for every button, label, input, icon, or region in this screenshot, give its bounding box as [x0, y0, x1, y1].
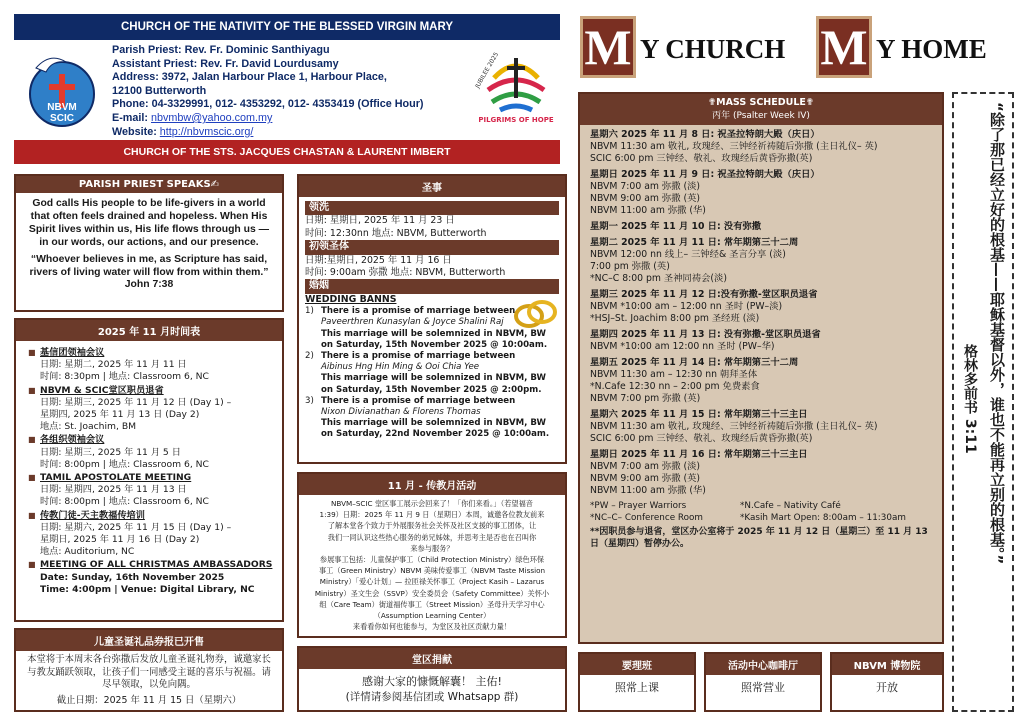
schedule-item-line: 日期: 星期三, 2025 年 11 月 5 日 — [40, 446, 181, 458]
website-link[interactable]: http://nbvmscic.org/ — [159, 125, 254, 138]
mission-line: （Assumption Learning Center） — [373, 611, 491, 621]
jubilee-bottom-text: PILGRIMS OF HOPE — [478, 116, 554, 124]
children-voucher-heading: 儿童圣诞礼品券报已开售 — [16, 630, 282, 651]
verse-text: “除了那已经立好的根基——耶稣基督以外，谁也不能再立别的根基。” — [988, 102, 1006, 565]
email-line — [112, 112, 462, 126]
children-voucher-deadline: 截止日期：2025 年 11 月 15 日（星期六） — [56, 694, 242, 706]
mass-row: NBVM 11:00 am 弥撒 (华) — [590, 205, 706, 216]
mass-row: 7:00 pm 弥撒 (英) — [590, 261, 670, 272]
schedule-item-title: ■ 传教门徒-天主教福传培训 — [40, 509, 145, 521]
banns-intro: There is a promise of marriage between — [321, 395, 516, 406]
schedule-item — [28, 510, 274, 559]
banns-number: 2) — [305, 351, 314, 362]
schedule-item-title: ■ TAMIL APOSTOLATE MEETING — [40, 472, 192, 484]
banns-line-1: This marriage will be solemnized in NBVM, BW — [321, 328, 546, 339]
mass-day-title: 星期六 2025 年 11 月 8 日: 祝圣拉特朗大殿（庆日） — [590, 129, 820, 140]
mission-line: 事工（Green Ministry）NBVM 美味传爱事工（NBVM Taste Mission — [318, 566, 546, 576]
mission-line: Ministry）圣文生会（SSVP）安全委员会（Safety Committee）关怀小 — [314, 588, 550, 598]
banns-item — [305, 396, 559, 441]
legend-item: *NC–C– Conference Room — [590, 512, 703, 523]
mass-row: NBVM 11:00 am 弥撒 (华) — [590, 485, 706, 496]
mission-month-heading: 11 月 - 传教月活动 — [299, 474, 565, 495]
mission-line: 来参与服务？ — [410, 543, 454, 553]
baptism-heading: 领洗 — [305, 201, 559, 215]
email-label: E-mail: — [112, 111, 151, 124]
communion-time-venue: 时间: 9:00am 弥撒 地点: NBVM, Butterworth — [305, 267, 506, 279]
mission-line: 了解本堂各个致力于外展服务社会关怀及社区支援的事工团体，让 — [327, 521, 537, 531]
schedule-item-line: Time: 4:00pm | Venue: Digital Library, NC — [40, 583, 255, 595]
mass-row: *HSJ–St. Joachim 8:00 pm 圣经班 (淡) — [590, 313, 760, 324]
schedule-item-title: ■ 各组织领袖会议 — [40, 434, 105, 446]
mass-day-group — [590, 289, 942, 325]
address-line-1: Address: 3972, Jalan Harbour Place 1, Harbour Place, — [112, 71, 387, 84]
priest-message: God calls His people to be life-givers in a world that often feels drained and hopeless. When His Spirit lives within us, His life flows through us — in our words, our actions, and our presence. — [28, 198, 270, 248]
verse-ref: 格林多前书 3:11 — [962, 344, 978, 454]
banns-intro: There is a promise of marriage between — [321, 306, 516, 317]
mass-row: NBVM 11:30 am 敬礼, 玫瑰经、三钟经祈祷随后弥撒 (主日礼仪– 英) — [590, 141, 878, 152]
schedule-item-line: 地点: Auditorium, NC — [40, 546, 135, 558]
jubilee-top-text: JUBILEE 2025 — [474, 51, 501, 90]
banns-line-2: on Saturday, 15th November 2025 @ 2:00pm. — [321, 384, 542, 395]
email-link[interactable]: nbvmbw@yahoo.com.my — [151, 111, 273, 124]
schedule-item — [28, 347, 274, 384]
schedule-item-line: Date: Sunday, 16th November 2025 — [40, 571, 225, 583]
mass-row: NBVM 7:00 pm 弥撒 (英) — [590, 393, 701, 404]
title-part1: Y CHURCH — [640, 34, 786, 64]
mass-day-title: 星期一 2025 年 11 月 10 日: 没有弥撒 — [590, 221, 762, 232]
schedule-list — [16, 341, 282, 596]
mass-day-title: 星期六 2025 年 11 月 15 日: 常年期第三十三主日 — [590, 409, 808, 420]
catechism-box — [578, 652, 696, 712]
priest-speaks-panel — [14, 174, 284, 312]
mass-day-group — [590, 237, 942, 285]
banns-number: 1) — [305, 306, 314, 317]
mass-row: NBVM 11:30 am – 12:30 nn 朝拜圣体 — [590, 369, 758, 380]
banns-names: Aibinus Hng Hin Ming & Ooi Chia Yee — [321, 362, 480, 373]
mass-schedule-subheading: 丙年 (Psalter Week IV) — [712, 111, 810, 121]
mass-day-title: 星期四 2025 年 11 月 13 日: 没有弥撒-堂区职员退省 — [590, 329, 821, 340]
cafe-heading: 活动中心咖啡厅 — [706, 654, 820, 675]
schedule-heading: 2025 年 11 月时间表 — [16, 320, 282, 341]
office-closure-note: **因职员参与退省，堂区办公室将于 2025 年 11 月 12 日（星期三）至 11 月 13 日（星期四）暂停办公。 — [590, 527, 928, 549]
cafe-status: 照常营业 — [741, 681, 785, 694]
schedule-item-title: ■ 基信团领袖会议 — [40, 347, 105, 358]
mass-day-title: 星期日 2025 年 11 月 16 日: 常年期第三十三主日 — [590, 449, 808, 460]
museum-status: 开放 — [876, 681, 898, 694]
schedule-item-line: 星期四, 2025 年 11 月 13 日 (Day 2) — [40, 409, 200, 421]
banns-line-1: This marriage will be solemnized in NBVM, BW — [321, 373, 546, 384]
donation-thanks: 感谢大家的慷慨解囊！ 主佑! — [362, 675, 502, 688]
legend-item: *Kasih Mart Open: 8:00am – 11:30am — [740, 512, 906, 523]
banns-line-1: This marriage will be solemnized in NBVM, BW — [321, 418, 546, 429]
mass-day-group — [590, 409, 942, 445]
mass-day-title: 星期日 2025 年 11 月 9 日: 祝圣拉特朗大殿（庆日） — [590, 169, 820, 180]
mass-row: NBVM 11:30 am 敬礼, 玫瑰经、三钟经祈祷随后弥撒 (主日礼仪– 英) — [590, 421, 878, 432]
jubilee-logo — [474, 48, 558, 132]
banns-names: Nixon Divianathan & Florens Thomas — [321, 407, 481, 418]
mass-row: NBVM 9:00 am 弥撒 (英) — [590, 193, 701, 204]
schedule-item-title: ■ NBVM & SCIC堂区职员退省 — [40, 384, 164, 396]
mass-schedule-heading: ✟MASS SCHEDULE✟ — [708, 97, 814, 108]
donation-panel — [297, 646, 567, 712]
schedule-item-line: 星期日, 2025 年 11 月 16 日 (Day 2) — [40, 534, 200, 546]
banns-number: 3) — [305, 395, 314, 406]
mass-day-title: 星期二 2025 年 11 月 11 日: 常年期第三十二周 — [590, 237, 799, 248]
mass-row: NBVM 7:00 am 弥撒 (淡) — [590, 461, 701, 472]
mission-line: 1:39）日期：2025 年 11 月 9 日（星期日）本周，诚邀各位教友前来 — [319, 510, 545, 520]
communion-heading: 初领圣体 — [305, 240, 559, 254]
schedule-panel — [14, 318, 284, 622]
wedding-rings-icon — [511, 294, 559, 334]
marriage-heading: 婚姻 — [305, 279, 559, 293]
parish-priest-line: Parish Priest: Rev. Fr. Dominic Santhiyagu — [112, 44, 330, 56]
schedule-item-line: 时间: 8:30pm | 地点: Classroom 6, NC — [40, 371, 209, 383]
communion-date: 日期:星期日, 2025 年 11 月 16 日 — [305, 254, 452, 266]
banns-line-2: on Saturday, 15th November 2025 @ 10:00am. — [321, 339, 548, 350]
priest-speaks-heading: PARISH PRIEST SPEAKS✍ — [16, 176, 282, 193]
mass-day-title: 星期五 2025 年 11 月 14 日: 常年期第三十二周 — [590, 357, 799, 368]
nbvm-scic-logo — [22, 48, 102, 130]
banns-line-2: on Saturday, 22nd November 2025 @ 10:00am. — [321, 429, 550, 440]
schedule-item-line: 日期: 星期四, 2025 年 11 月 13 日 — [40, 484, 187, 496]
logo-text: NBVM SCIC — [47, 102, 77, 124]
museum-box — [830, 652, 944, 712]
website-label: Website: — [112, 125, 160, 138]
sacraments-panel — [297, 174, 567, 464]
mission-line: NBVM–SCIC 堂区事工展示会回来了！「你们来看。」（若望福音 — [331, 499, 533, 508]
mass-row: NBVM 7:00 am 弥撒 (淡) — [590, 181, 701, 192]
schedule-item — [28, 434, 274, 471]
title-part2: Y HOME — [876, 34, 987, 64]
mass-row: NBVM *10:00 am – 12:00 nn 圣时 (PW–淡) — [590, 301, 783, 312]
schedule-item-line: 日期: 星期三, 2025 年 11 月 12 日 (Day 1) – — [40, 396, 232, 408]
title-m2: M — [820, 19, 868, 75]
mass-row: *NC–C 8:00 pm 圣神同祷会(淡) — [590, 273, 727, 284]
donation-heading: 堂区捐献 — [299, 648, 565, 669]
catechism-heading: 要理班 — [580, 654, 694, 675]
priest-quote: “Whoever believes in me, as Scripture has said, rivers of living water will flow from within them.” — [29, 254, 269, 278]
children-voucher-body: 本堂将于本周末各台弥撒后发放儿童圣诞礼物券，诚邀家长与教友踊跃领取，让孩子们一同感受主诞的喜乐与祝福。请尽早领取，以免向隅。 — [27, 654, 271, 690]
title-m1: M — [584, 19, 632, 75]
legend-item: *PW – Prayer Warriors — [590, 501, 687, 511]
mass-legend — [590, 501, 942, 524]
baptism-date: 日期: 星期日, 2025 年 11 月 23 日 — [305, 215, 455, 227]
sacraments-heading: 圣事 — [299, 176, 565, 197]
schedule-item — [28, 472, 274, 509]
museum-heading: NBVM 博物院 — [832, 654, 942, 675]
catechism-status: 照常上课 — [615, 681, 659, 694]
wedding-banns-title: WEDDING BANNS — [305, 293, 397, 305]
mass-day-group — [590, 169, 942, 217]
mass-day-group — [590, 221, 942, 233]
phone-line: Phone: 04-3329991, 012- 4353292, 012- 4353419 (Office Hour) — [112, 98, 424, 111]
mass-day-title: 星期三 2025 年 11 月 12 日:没有弥撒-堂区职员退省 — [590, 289, 818, 300]
mission-month-panel — [297, 472, 567, 638]
address-line-2: 12100 Butterworth — [112, 84, 207, 97]
mission-line: 我们一同认识这些热心服务的弟兄姊妹，并思考主是否也在召叫你 — [327, 532, 537, 542]
parish-contact-block — [112, 44, 462, 139]
verse-box — [952, 92, 1014, 712]
mass-row: NBVM *10:00 am 12:00 nn 圣时 (PW–华) — [590, 341, 775, 352]
mission-line: 参展事工包括：儿童保护事工（Child Protection Ministry）绿色环保 — [319, 555, 545, 565]
schedule-item — [28, 385, 274, 434]
mass-day-group — [590, 329, 942, 353]
assistant-priest-line: Assistant Priest: Rev. Fr. David Lourdusamy — [112, 57, 339, 70]
schedule-item-line: 日期: 星期六, 2025 年 11 月 15 日 (Day 1) – — [40, 521, 232, 533]
second-church-banner: CHURCH OF THE STS. JACQUES CHASTAN & LAURENT IMBERT — [14, 140, 560, 164]
schedule-item-title: ■ MEETING OF ALL CHRISTMAS AMBASSADORS — [40, 559, 273, 571]
schedule-item — [28, 559, 274, 596]
website-line — [112, 126, 462, 140]
banns-intro: There is a promise of marriage between — [321, 351, 516, 362]
mass-schedule-panel — [578, 92, 944, 644]
mission-line: 组（Care Team）街道福传事工（Street Mission）圣母升天学习中心 — [319, 599, 545, 609]
priest-quote-ref: John 7:38 — [124, 279, 174, 290]
donation-details: (详情请参阅基信团或 Whatsapp 群) — [345, 691, 519, 703]
schedule-item-line: 地点: St. Joachim, BM — [40, 421, 137, 433]
schedule-item-line: 日期: 星期二, 2025 年 11 月 11 日 — [40, 359, 187, 371]
bulletin-title — [574, 12, 1014, 82]
mass-day-group — [590, 129, 942, 165]
mass-row: NBVM 12:00 nn 线上– 三钟经& 圣言分享 (淡) — [590, 249, 786, 260]
children-voucher-panel — [14, 628, 284, 712]
mass-row: NBVM 9:00 am 弥撒 (英) — [590, 473, 701, 484]
mass-row: *N.Cafe 12:30 nn – 2:00 pm 免费素食 — [590, 381, 760, 392]
mass-day-group — [590, 357, 942, 405]
baptism-time-venue: 时间: 12:30nn 地点: NBVM, Butterworth — [305, 227, 487, 239]
church-name-banner: CHURCH OF THE NATIVITY OF THE BLESSED VIRGIN MARY — [14, 14, 560, 40]
banns-item — [305, 351, 559, 396]
schedule-item-line: 时间: 8:00pm | 地点: Classroom 6, NC — [40, 458, 209, 470]
mass-row: SCIC 6:00 pm 三钟经、敬礼、玫瑰经后黄昏弥撒(英) — [590, 153, 813, 164]
legend-item: *N.Cafe – Nativity Café — [740, 501, 841, 511]
mission-line: Ministry）「爱心计划」— 拉匝禄关怀事工（Project Kasih – Lazarus — [319, 577, 545, 587]
mass-day-group — [590, 449, 942, 497]
mass-row: SCIC 6:00 pm 三钟经、敬礼、玫瑰经后黄昏弥撒(英) — [590, 433, 813, 444]
cafe-box — [704, 652, 822, 712]
schedule-item-line: 时间: 8:00pm | 地点: Classroom 6, NC — [40, 496, 209, 508]
banns-names: Paveerthren Kunasylan & Joyce Shalini Raj — [321, 317, 504, 328]
mission-line: 来看看你如何也能参与，为堂区及社区贡献力量！ — [352, 622, 512, 632]
